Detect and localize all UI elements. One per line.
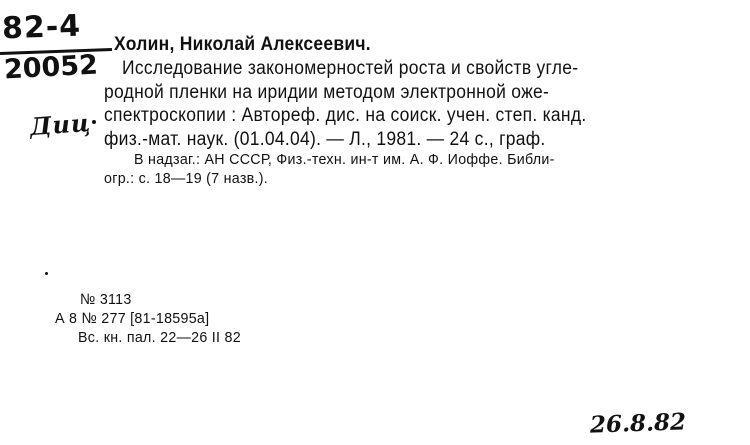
record-title-line: Исследование закономерностей роста и свойств угле- (122, 58, 579, 79)
record-note-line: В надзаг.: АН СССР, Физ.-техн. ин-т им. А. Ф. Иоффе. Библи- (134, 151, 555, 168)
record-title-line: спектроскопии : Автореф. дис. на соиск. учен. степ. канд. (104, 105, 587, 126)
record-author: Холин, Николай Алексеевич. (114, 34, 371, 55)
handwritten-call-number-bottom: 20052 (3, 49, 99, 86)
record-note-line: огр.: с. 18—19 (7 назв.). (104, 170, 269, 187)
handwritten-side-note: Диц (29, 107, 93, 142)
ink-dot (45, 272, 48, 275)
accession-number: А 8 № 277 [81-18595а] (55, 310, 210, 327)
handwritten-call-number-top: 82-4 (1, 8, 82, 47)
handwritten-date: 26.8.82 (589, 408, 687, 439)
record-title-line: физ.-мат. наук. (01.04.04). — Л., 1981. — 24 с., граф. (104, 129, 546, 150)
ink-dot (92, 120, 96, 124)
record-title-line: родной пленки на иридии методом электронной оже- (104, 82, 550, 103)
book-chamber-note: Вс. кн. пал. 22—26 II 82 (78, 329, 241, 346)
registration-number: № 3113 (80, 291, 132, 308)
